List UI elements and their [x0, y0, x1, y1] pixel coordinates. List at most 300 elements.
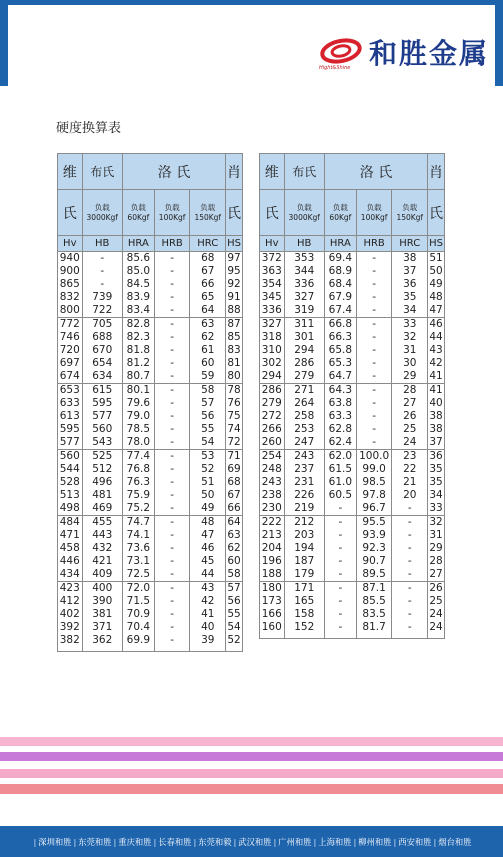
cell-value: - — [338, 595, 343, 607]
cell-value: 231 — [294, 476, 315, 488]
table-cell — [392, 252, 428, 318]
table-cell — [392, 384, 428, 450]
cell-value: 327 — [294, 291, 315, 303]
cell-value: 95.5 — [362, 516, 386, 528]
cell-value: 412 — [59, 595, 80, 607]
cell-value: 74 — [227, 423, 241, 435]
cell-value: 400 — [92, 582, 113, 594]
table-cell — [122, 582, 154, 652]
header-load-150: 负载150Kgf — [190, 190, 226, 236]
cell-value: 481 — [92, 489, 113, 501]
cell-value: 746 — [59, 331, 80, 343]
table-row-group — [260, 516, 445, 582]
cell-value: 264 — [294, 397, 315, 409]
cell-value: 26 — [403, 410, 417, 422]
table-cell — [154, 318, 190, 384]
cell-value: 294 — [294, 344, 315, 356]
cell-value: 58 — [201, 384, 215, 396]
table-cell — [428, 516, 445, 582]
cell-value: 67.4 — [328, 304, 353, 316]
cell-value: 173 — [261, 595, 282, 607]
cell-value: 24 — [429, 621, 443, 633]
cell-value: 670 — [92, 344, 113, 356]
cell-value: 99.0 — [362, 463, 386, 475]
cell-value: 543 — [92, 436, 113, 448]
cell-value: 20 — [403, 489, 417, 501]
decor-stripe-pink — [0, 737, 503, 746]
cell-value: 77.4 — [126, 450, 151, 462]
cell-value: 560 — [59, 450, 80, 462]
table-cell — [284, 516, 324, 582]
cell-value: 65.8 — [328, 344, 353, 356]
cell-value: 71 — [227, 450, 241, 462]
cell-value: - — [372, 423, 377, 435]
table-cell — [58, 450, 83, 516]
cell-value: 95 — [227, 265, 241, 277]
table-row-group — [58, 384, 243, 450]
cell-value: 81.8 — [126, 344, 151, 356]
cell-value: 455 — [92, 516, 113, 528]
header-vickers-bottom: 氏 — [58, 190, 83, 236]
footer-separator: | — [433, 836, 437, 847]
cell-value: - — [372, 370, 377, 382]
code-hv: Hv — [58, 236, 83, 252]
cell-value: 85 — [227, 331, 241, 343]
header-vickers-top: 维 — [58, 154, 83, 190]
cell-value: 62 — [201, 331, 215, 343]
cell-value: 243 — [294, 450, 315, 462]
table-cell — [260, 252, 285, 318]
cell-value: 70.4 — [126, 621, 151, 633]
cell-value: 83 — [227, 344, 241, 356]
cell-value: 40 — [429, 397, 443, 409]
table-cell — [154, 582, 190, 652]
cell-value: 279 — [294, 370, 315, 382]
cell-value: 634 — [92, 370, 113, 382]
code-hrc: HRC — [392, 236, 428, 252]
cell-value: 92 — [227, 278, 241, 290]
cell-value: 35 — [429, 476, 443, 488]
cell-value: 371 — [92, 621, 113, 633]
cell-value: 55 — [201, 423, 215, 435]
header-load-150: 负载150Kgf — [392, 190, 428, 236]
cell-value: 31 — [429, 529, 443, 541]
cell-value: 24 — [429, 608, 443, 620]
cell-value: 64.7 — [328, 370, 353, 382]
cell-value: 34 — [429, 489, 443, 501]
table-cell — [190, 384, 226, 450]
footer-separator: | — [233, 836, 237, 847]
cell-value: 68 — [201, 252, 215, 264]
table-cell — [122, 318, 154, 384]
cell-value: - — [170, 476, 175, 488]
cell-value: 63.3 — [328, 410, 353, 422]
cell-value: - — [338, 621, 343, 633]
cell-value: 44 — [429, 331, 443, 343]
table-cell — [356, 582, 392, 639]
cell-value: 595 — [59, 423, 80, 435]
cell-value: - — [372, 344, 377, 356]
cell-value: 27 — [403, 397, 417, 409]
table-cell — [260, 450, 285, 516]
cell-value: - — [170, 331, 175, 343]
cell-value: 33 — [403, 318, 417, 330]
cell-value: 51 — [201, 476, 215, 488]
cell-value: 46 — [201, 542, 215, 554]
cell-value: 92.3 — [362, 542, 386, 554]
header-load-60: 负载60Kgf — [324, 190, 356, 236]
cell-value: 76 — [227, 397, 241, 409]
cell-value: 83.5 — [362, 608, 386, 620]
cell-value: 152 — [294, 621, 315, 633]
footer-branch: 东莞和胜 — [78, 836, 112, 847]
table-cell — [226, 252, 243, 318]
cell-value: - — [170, 608, 175, 620]
header-brinell — [284, 154, 324, 190]
cell-value: 34 — [403, 304, 417, 316]
cell-value: 54 — [201, 436, 215, 448]
cell-value: - — [100, 265, 105, 277]
cell-value: 381 — [92, 608, 113, 620]
cell-value: 82.8 — [126, 318, 151, 330]
header-load-3000: 负载3000Kgf — [284, 190, 324, 236]
cell-value: 63 — [227, 529, 241, 541]
cell-value: 471 — [59, 529, 80, 541]
cell-value: 36 — [403, 278, 417, 290]
cell-value: - — [170, 595, 175, 607]
code-hrc: HRC — [190, 236, 226, 252]
cell-value: 60 — [201, 357, 215, 369]
cell-value: 722 — [92, 304, 113, 316]
cell-value: 48 — [201, 516, 215, 528]
cell-value: 54 — [227, 621, 241, 633]
cell-value: - — [170, 555, 175, 567]
cell-value: 674 — [59, 370, 80, 382]
cell-value: 60.5 — [328, 489, 353, 501]
table-cell — [154, 252, 190, 318]
cell-value: 363 — [261, 265, 282, 277]
table-cell — [324, 450, 356, 516]
table-cell — [356, 516, 392, 582]
cell-value: 354 — [261, 278, 282, 290]
cell-value: - — [170, 357, 175, 369]
table-cell — [58, 516, 83, 582]
brand-name: 和胜金属 — [368, 37, 489, 70]
header-brinell-label: 布氏 — [90, 164, 115, 179]
cell-value: 72.5 — [126, 568, 151, 580]
cell-value: - — [170, 384, 175, 396]
cell-value: 57 — [201, 397, 215, 409]
table-cell — [58, 252, 83, 318]
cell-value: 91 — [227, 291, 241, 303]
cell-value: 940 — [59, 252, 80, 264]
table-cell — [324, 384, 356, 450]
cell-value: 41 — [201, 608, 215, 620]
cell-value: 443 — [92, 529, 113, 541]
header-rockwell: 洛 氏 — [324, 154, 427, 190]
cell-value: 38 — [429, 410, 443, 422]
table-cell — [82, 516, 122, 582]
footer-branch: 深圳和胜 — [38, 836, 72, 847]
cell-value: 30 — [403, 357, 417, 369]
cell-value: 310 — [261, 344, 282, 356]
cell-value: 73.1 — [126, 555, 151, 567]
cell-value: 166 — [261, 608, 282, 620]
cell-value: 248 — [261, 463, 282, 475]
cell-value: - — [170, 318, 175, 330]
cell-value: - — [170, 252, 175, 264]
cell-value: 25 — [429, 595, 443, 607]
cell-value: 390 — [92, 595, 113, 607]
table-cell — [260, 318, 285, 384]
cell-value: 484 — [59, 516, 80, 528]
cell-value: 187 — [294, 555, 315, 567]
table-cell — [284, 582, 324, 639]
cell-value: - — [170, 397, 175, 409]
header-vickers-top: 维 — [260, 154, 285, 190]
cell-value: 66 — [227, 502, 241, 514]
cell-value: - — [372, 397, 377, 409]
cell-value: 513 — [59, 489, 80, 501]
cell-value: 271 — [294, 384, 315, 396]
table-cell — [392, 582, 428, 639]
cell-value: 213 — [261, 529, 282, 541]
cell-value: 67 — [227, 489, 241, 501]
table-cell — [428, 384, 445, 450]
cell-value: 47 — [429, 304, 443, 316]
cell-value: 528 — [59, 476, 80, 488]
table-cell — [428, 252, 445, 318]
cell-value: 69.4 — [328, 252, 353, 264]
table-cell — [324, 582, 356, 639]
cell-value: - — [407, 555, 412, 567]
footer-separator: | — [273, 836, 277, 847]
code-hv: Hv — [260, 236, 285, 252]
table-cell — [190, 516, 226, 582]
footer-separator: | — [73, 836, 77, 847]
header-rockwell: 洛 氏 — [122, 154, 225, 190]
cell-value: 96.7 — [362, 502, 386, 514]
cell-value: 279 — [261, 397, 282, 409]
cell-value: 42 — [429, 357, 443, 369]
table-cell — [392, 450, 428, 516]
cell-value: 68.4 — [328, 278, 353, 290]
cell-value: - — [338, 555, 343, 567]
cell-value: 865 — [59, 278, 80, 290]
cell-value: 28 — [403, 384, 417, 396]
header-load-60: 负载60Kgf — [122, 190, 154, 236]
cell-value: - — [338, 608, 343, 620]
cell-value: 247 — [294, 436, 315, 448]
header-shore-top: 肖 — [226, 154, 243, 190]
table-cell — [284, 450, 324, 516]
cell-value: 50 — [429, 265, 443, 277]
cell-value: - — [338, 516, 343, 528]
header-load-100: 负载100Kgf — [154, 190, 190, 236]
cell-value: 66 — [201, 278, 215, 290]
cell-value: 57 — [227, 582, 241, 594]
cell-value: 772 — [59, 318, 80, 330]
cell-value: 75.9 — [126, 489, 151, 501]
cell-value: 45 — [201, 555, 215, 567]
cell-value: 302 — [261, 357, 282, 369]
cell-value: 67.9 — [328, 291, 353, 303]
cell-value: - — [100, 278, 105, 290]
cell-value: - — [407, 621, 412, 633]
left-table-body — [58, 252, 243, 652]
cell-value: 212 — [294, 516, 315, 528]
table-cell — [58, 384, 83, 450]
cell-value: 62.0 — [328, 450, 353, 462]
footer-separator: | — [193, 836, 197, 847]
footer-branch: 烟台和胜 — [438, 836, 472, 847]
cell-value: 61 — [201, 344, 215, 356]
cell-value: 68 — [227, 476, 241, 488]
cell-value: 544 — [59, 463, 80, 475]
table-row-group — [260, 582, 445, 639]
cell-value: 512 — [92, 463, 113, 475]
brand-mark-icon — [318, 37, 363, 71]
cell-value: 78 — [227, 384, 241, 396]
footer-branch: 武汉和胜 — [238, 836, 272, 847]
cell-value: 74.1 — [126, 529, 151, 541]
code-hrb: HRB — [356, 236, 392, 252]
decor-stripe-gap — [0, 761, 503, 769]
cell-value: 33 — [429, 502, 443, 514]
cell-value: 50 — [201, 489, 215, 501]
cell-value: 434 — [59, 568, 80, 580]
brand-logo — [319, 32, 489, 72]
cell-value: 97.8 — [362, 489, 386, 501]
cell-value: - — [372, 265, 377, 277]
table-cell — [284, 384, 324, 450]
table-cell — [392, 318, 428, 384]
header-brinell — [82, 154, 122, 190]
table-cell — [260, 516, 285, 582]
footer-separator: | — [393, 836, 397, 847]
cell-value: 75 — [227, 410, 241, 422]
code-hra: HRA — [324, 236, 356, 252]
cell-value: 160 — [261, 621, 282, 633]
table-cell — [324, 252, 356, 318]
cell-value: 79.0 — [126, 410, 151, 422]
cell-value: - — [170, 634, 175, 646]
cell-value: - — [170, 410, 175, 422]
cell-value: 319 — [294, 304, 315, 316]
cell-value: - — [407, 608, 412, 620]
table-row-group — [58, 450, 243, 516]
table-cell — [356, 384, 392, 450]
cell-value: 64 — [201, 304, 215, 316]
cell-value: 58 — [227, 568, 241, 580]
decor-stripe-salmon — [0, 784, 503, 794]
footer-branch: 西安和胜 — [398, 836, 432, 847]
table-cell — [82, 252, 122, 318]
header-load-3000: 负载3000Kgf — [82, 190, 122, 236]
table-cell — [82, 384, 122, 450]
cell-value: 75.2 — [126, 502, 151, 514]
cell-value: - — [170, 463, 175, 475]
cell-value: 203 — [294, 529, 315, 541]
cell-value: 196 — [261, 555, 282, 567]
cell-value: 382 — [59, 634, 80, 646]
cell-value: 577 — [59, 436, 80, 448]
cell-value: 67 — [201, 265, 215, 277]
table-cell — [82, 318, 122, 384]
cell-value: 43 — [201, 582, 215, 594]
cell-value: 66.3 — [328, 331, 353, 343]
table-row-group — [260, 384, 445, 450]
cell-value: 48 — [429, 291, 443, 303]
cell-value: 61.5 — [328, 463, 353, 475]
cell-value: 73.6 — [126, 542, 151, 554]
cell-value: 56 — [201, 410, 215, 422]
cell-value: 32 — [403, 331, 417, 343]
header-brinell-label: 布氏 — [292, 164, 317, 179]
cell-value: 97 — [227, 252, 241, 264]
cell-value: 336 — [261, 304, 282, 316]
cell-value: 243 — [261, 476, 282, 488]
cell-value: 100.0 — [359, 450, 390, 462]
footer-separator: | — [113, 836, 117, 847]
cell-value: 83.9 — [126, 291, 151, 303]
cell-value: 88 — [227, 304, 241, 316]
cell-value: 432 — [92, 542, 113, 554]
footer-branch: 重庆和胜 — [118, 836, 152, 847]
cell-value: 41 — [429, 370, 443, 382]
cell-value: 49 — [429, 278, 443, 290]
cell-value: - — [170, 489, 175, 501]
cell-value: 85.5 — [362, 595, 386, 607]
hardness-table-left — [57, 153, 243, 652]
cell-value: 68.9 — [328, 265, 353, 277]
cell-value: 260 — [261, 436, 282, 448]
cell-value: - — [170, 568, 175, 580]
cell-value: 66.8 — [328, 318, 353, 330]
cell-value: 38 — [403, 252, 417, 264]
table-cell — [356, 252, 392, 318]
cell-value: 469 — [92, 502, 113, 514]
header-shore-top: 肖 — [428, 154, 445, 190]
cell-value: 39 — [201, 634, 215, 646]
cell-value: 47 — [201, 529, 215, 541]
cell-value: 65 — [201, 291, 215, 303]
footer-separator: | — [153, 836, 157, 847]
cell-value: 79.6 — [126, 397, 151, 409]
cell-value: - — [372, 357, 377, 369]
cell-value: - — [372, 278, 377, 290]
cell-value: 80.1 — [126, 384, 151, 396]
cell-value: 318 — [261, 331, 282, 343]
cell-value: 26 — [429, 582, 443, 594]
cell-value: - — [170, 278, 175, 290]
cell-value: - — [170, 423, 175, 435]
table-cell — [356, 318, 392, 384]
cell-value: 238 — [261, 489, 282, 501]
cell-value: 301 — [294, 331, 315, 343]
cell-value: 53 — [201, 450, 215, 462]
cell-value: 62 — [227, 542, 241, 554]
cell-value: 23 — [403, 450, 417, 462]
decor-stripe-pink — [0, 769, 503, 778]
table-cell — [190, 450, 226, 516]
cell-value: 44 — [201, 568, 215, 580]
cell-value: 353 — [294, 252, 315, 264]
cell-value: 458 — [59, 542, 80, 554]
cell-value: - — [338, 502, 343, 514]
code-hb: HB — [82, 236, 122, 252]
cell-value: 402 — [59, 608, 80, 620]
